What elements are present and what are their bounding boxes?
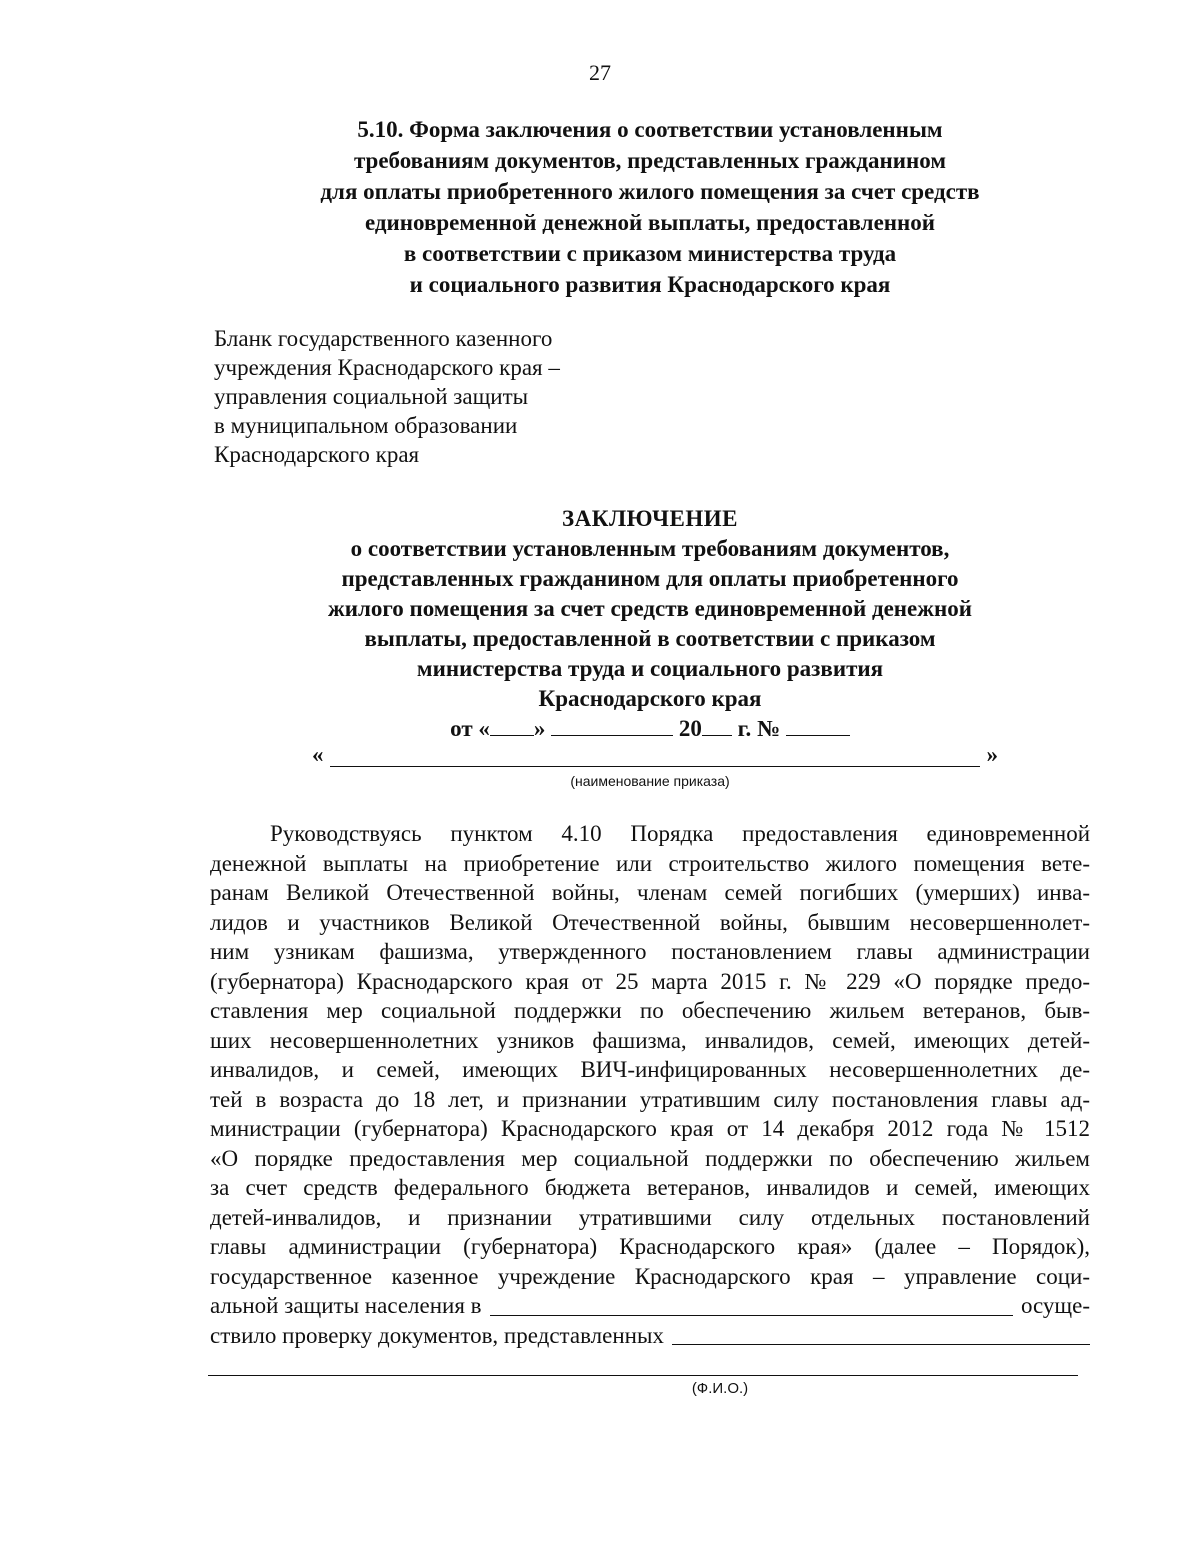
body-line-text: осуще-	[1020, 1293, 1090, 1318]
fio-caption: (Ф.И.О.)	[691, 1380, 749, 1397]
body-line: ним узникам фашизма, утвержденного постановлением главы администрации	[210, 939, 1090, 964]
page-number: 27	[589, 60, 611, 85]
body-line: государственное казенное учреждение Краснодарского края – управление соци-	[210, 1263, 1090, 1289]
year-suffix: г. №	[737, 716, 781, 741]
number-field[interactable]	[786, 715, 850, 736]
body-line-text: ствило проверку документов, представленных	[210, 1322, 664, 1348]
conclusion-subtitle-line: о соответствии установленным требованиям документов,	[350, 536, 950, 561]
body-line: Руководствуясь пунктом 4.10 Порядка предоставления единовременной	[270, 821, 1090, 846]
body-line: лидов и участников Великой Отечественной войны, бывшим несовершеннолет-	[210, 909, 1090, 935]
date-quote-close: »	[533, 716, 546, 741]
body-line: ставления мер социальной поддержки по обеспечению жильем ветеранов, быв-	[210, 998, 1090, 1023]
conclusion-title: ЗАКЛЮЧЕНИЕ	[562, 506, 738, 531]
letterhead-line: учреждения Краснодарского края –	[214, 355, 560, 380]
order-name-rule	[330, 766, 980, 767]
conclusion-subtitle-line: министерства труда и социального развития	[416, 656, 884, 681]
order-quote-close: »	[986, 742, 998, 767]
conclusion-subtitle-line: представленных гражданином для оплаты приобретенного	[341, 566, 959, 591]
body-line-text: альной защиты населения в	[210, 1293, 482, 1318]
body-line: «О порядке предоставления мер социальной поддержки по обеспечению жильем	[210, 1145, 1090, 1171]
order-name-field[interactable]	[312, 742, 998, 772]
body-line: денежной выплаты на приобретение или строительство жилого помещения вете-	[210, 850, 1090, 876]
applicant-field[interactable]	[672, 1343, 1090, 1345]
body-line-applicant	[210, 1321, 1090, 1351]
order-quote-open: «	[312, 742, 324, 767]
body-line: (губернатора) Краснодарского края от 25 марта 2015 г. № 229 «О порядке предо-	[210, 968, 1090, 994]
conclusion-subtitle-line: выплаты, предоставленной в соответствии с приказом	[364, 626, 936, 651]
body-line: ранам Великой Отечественной войны, членам семей погибших (умерших) инва-	[210, 880, 1090, 905]
conclusion-subtitle-line: Краснодарского края	[538, 686, 762, 711]
body-line: главы администрации (губернатора) Краснодарского края» (далее – Порядок),	[210, 1234, 1090, 1259]
body-line: за счет средств федерального бюджета ветеранов, инвалидов и семей, имеющих	[210, 1175, 1090, 1200]
conclusion-subtitle-line: жилого помещения за счет средств единовременной денежной	[328, 596, 972, 621]
conclusion-subtitle	[240, 534, 1060, 714]
municipality-field[interactable]	[490, 1314, 1013, 1316]
day-field[interactable]	[490, 715, 534, 736]
section-title-line: 5.10. Форма заключения о соответствии установленным	[357, 117, 943, 142]
section-title-line: требованиям документов, представленных гражданином	[353, 148, 947, 173]
letterhead-line: Бланк государственного казенного	[214, 326, 553, 351]
body-line-municipality	[210, 1291, 1090, 1321]
section-title	[240, 114, 1060, 300]
body-paragraph	[210, 819, 1090, 1350]
section-title-line: единовременной денежной выплаты, предоставленной	[364, 210, 936, 235]
year-prefix: 20	[678, 716, 702, 741]
section-title-line: в соответствии с приказом министерства труда	[403, 241, 897, 266]
order-name-caption: (наименование приказа)	[570, 773, 730, 789]
month-field[interactable]	[551, 715, 673, 736]
letterhead-line: Краснодарского края	[214, 442, 420, 467]
year-field[interactable]	[702, 715, 732, 736]
section-title-line: для оплаты приобретенного жилого помещения за счет средств	[320, 179, 980, 204]
body-line: детей-инвалидов, и признании утратившими силу отдельных постановлений	[210, 1204, 1090, 1230]
fio-field[interactable]	[208, 1375, 1078, 1376]
body-line: ших несовершеннолетних узников фашизма, инвалидов, семей, имеющих детей-	[210, 1027, 1090, 1053]
date-prefix: от «	[450, 716, 490, 741]
date-line	[0, 714, 1200, 744]
letterhead-line: в муниципальном образовании	[214, 413, 518, 438]
section-title-line: и социального развития Краснодарского края	[409, 272, 891, 297]
body-line: инвалидов, и семей, имеющих ВИЧ-инфицированных несовершеннолетних де-	[210, 1057, 1090, 1082]
body-line: министрации (губернатора) Краснодарского края от 14 декабря 2012 года № 1512	[210, 1116, 1090, 1141]
body-line: тей в возраста до 18 лет, и признании утратившим силу постановления главы ад-	[210, 1086, 1090, 1112]
letterhead-line: управления социальной защиты	[214, 384, 529, 409]
organization-letterhead	[214, 324, 644, 469]
